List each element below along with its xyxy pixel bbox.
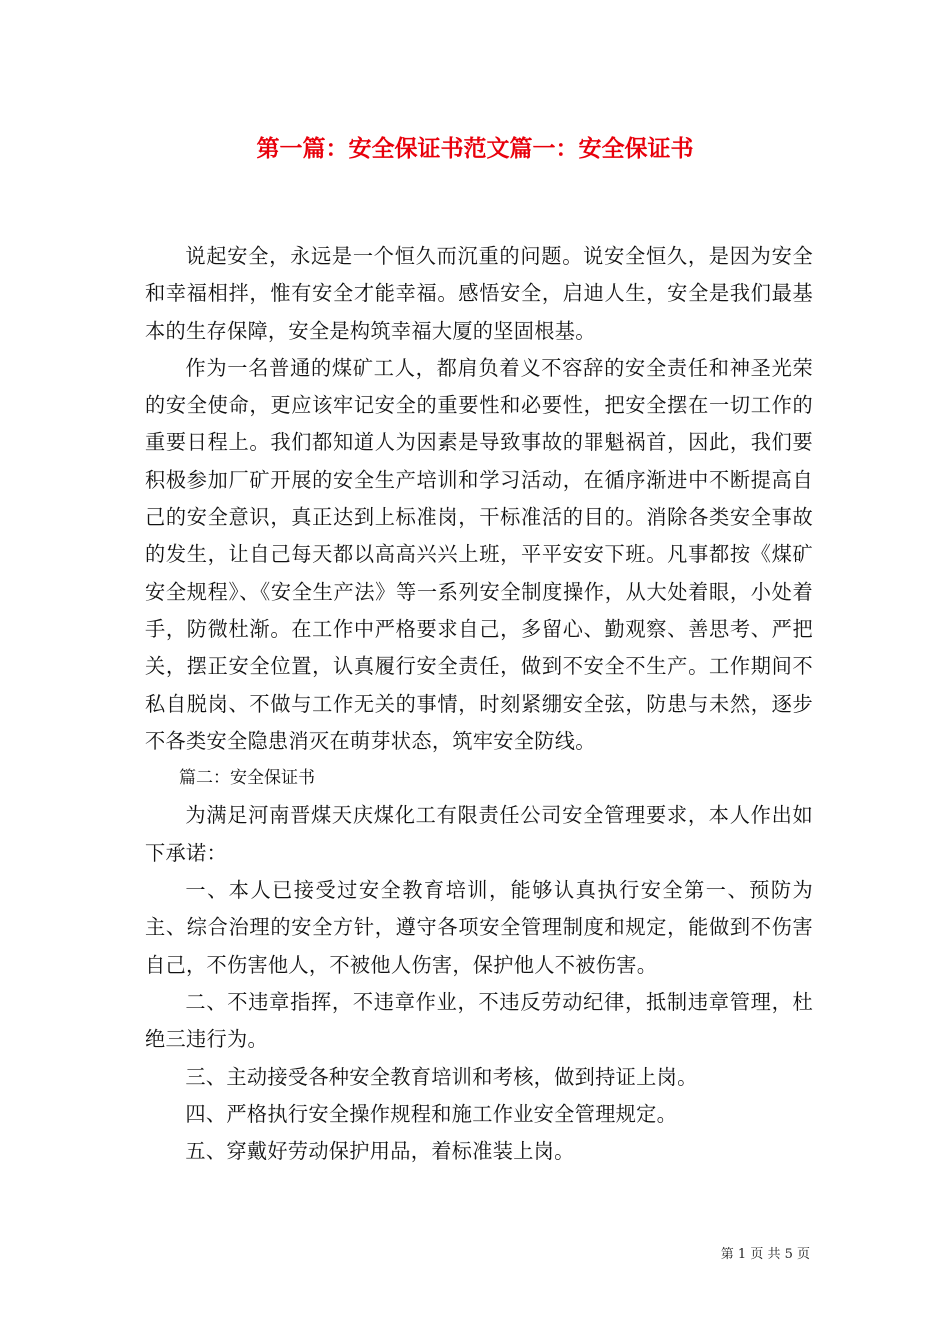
commitment-item-2: 二、不违章指挥，不违章作业，不违反劳动纪律，抵制违章管理，杜绝三违行为。 [145, 989, 813, 1052]
page-number-footer: 第 1 页 共 5 页 [720, 1247, 810, 1262]
document-title: 第一篇：安全保证书范文篇一：安全保证书 [256, 136, 694, 162]
section-heading-part-two: 篇二：安全保证书 [179, 768, 315, 789]
commitment-item-4: 四、严格执行安全操作规程和施工作业安全管理规定。 [185, 1101, 678, 1126]
paragraph-worker-duty: 作为一名普通的煤矿工人，都肩负着义不容辞的安全责任和神圣光荣的安全使命，更应该牢记安全的重要性和必要性，把安全摆在一切工作的重要日程上。我们都知道人为因素是导致事故的罪魁祸首，因此，我们要积极参加厂矿开展的安全生产培训和学习活动，在循序渐进中不断提高自己的安全意识，真正达到上标准岗，干标准活的目的。消除各类安全事故的发生，让自己每天都以高高兴兴上班，平平安安下班。凡事都按《煤矿安全规程》、《安全生产法》等一系列安全制度操作，从大处着眼，小处着手，防微杜渐。在工作中严格要求自己，多留心、勤观察、善思考、严把关，摆正安全位置，认真履行安全责任，做到不安全不生产。工作期间不私自脱岗、不做与工作无关的事情，时刻紧绷安全弦，防患与未然，逐步不各类安全隐患消灭在萌芽状态，筑牢安全防线。 [145, 355, 813, 753]
commitment-item-3: 三、主动接受各种安全教育培训和考核，做到持证上岗。 [185, 1064, 698, 1089]
paragraph-commitment-intro: 为满足河南晋煤天庆煤化工有限责任公司安全管理要求，本人作出如下承诺： [145, 803, 813, 865]
paragraph-intro: 说起安全，永远是一个恒久而沉重的问题。说安全恒久，是因为安全和幸福相拌，惟有安全才能幸福。感悟安全，启迪人生，安全是我们最基本的生存保障，安全是构筑幸福大厦的坚固根基。 [145, 244, 813, 343]
commitment-item-1: 一、本人已接受过安全教育培训，能够认真执行安全第一、预防为主、综合治理的安全方针，遵守各项安全管理制度和规定，能做到不伤害自己，不伤害他人，不被他人伤害，保护他人不被伤害。 [145, 878, 813, 977]
document-body [145, 238, 813, 1170]
commitment-item-5: 五、穿戴好劳动保护用品，着标准装上岗。 [185, 1139, 575, 1164]
